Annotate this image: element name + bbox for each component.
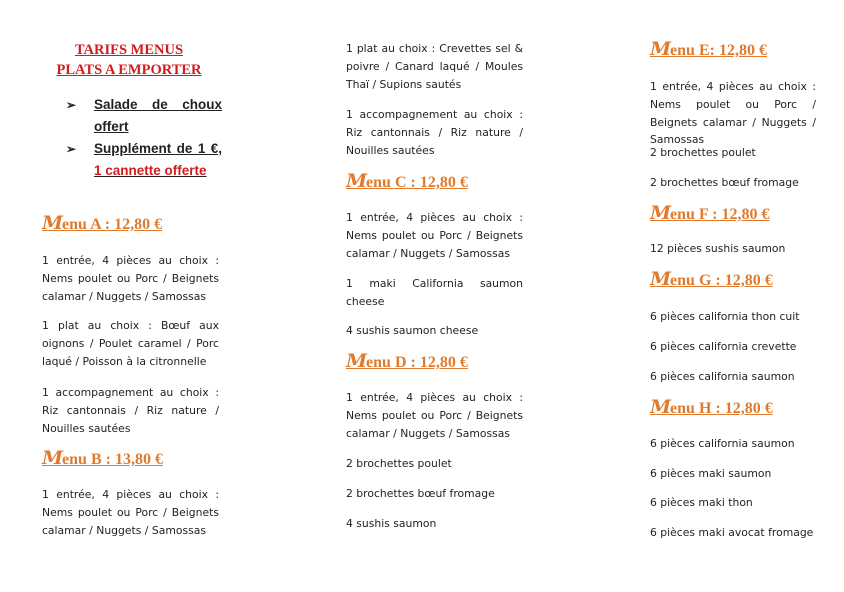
menu-h-item: 6 pièces maki avocat fromage bbox=[650, 526, 814, 539]
menu-h-item: 6 pièces maki thon bbox=[650, 496, 753, 509]
offer-item bbox=[42, 138, 222, 182]
menu-f-item: 12 pièces sushis saumon bbox=[650, 242, 786, 255]
offer-text: Salade de choux offert bbox=[94, 97, 222, 134]
menu-d-item: 4 sushis saumon bbox=[346, 517, 437, 530]
menu-h-heading: Menu H : 12,80 € bbox=[650, 396, 773, 418]
menu-a-heading: Menu A : 12,80 € bbox=[42, 212, 163, 234]
menu-g-item: 6 pièces california thon cuit bbox=[650, 310, 800, 323]
menu-d-heading: Menu D : 12,80 € bbox=[346, 350, 468, 372]
menu-d-item: 1 entrée, 4 pièces au choix : Nems poulet ou Porc / Beignets calamar / Nuggets / Samossas bbox=[346, 391, 523, 440]
menu-c-item: 1 entrée, 4 pièces au choix : Nems poulet ou Porc / Beignets calamar / Nuggets / Samossas bbox=[346, 211, 523, 260]
menu-b-item: 1 plat au choix : Crevettes sel & poivre / Canard laqué / Moules Thaï / Supions sautés bbox=[346, 42, 523, 91]
page-title bbox=[42, 40, 216, 80]
title-line-2: PLATS A EMPORTER bbox=[56, 62, 202, 78]
menu-b-item: 1 accompagnement au choix : Riz cantonnais / Riz nature / Nouilles sautées bbox=[346, 108, 523, 157]
menu-d-item: 2 brochettes bœuf fromage bbox=[346, 487, 495, 500]
menu-e-item: 2 brochettes bœuf fromage bbox=[650, 176, 799, 189]
menu-b-item: 1 entrée, 4 pièces au choix : Nems poulet ou Porc / Beignets calamar / Nuggets / Samossas bbox=[42, 488, 219, 537]
menu-e-heading: Menu E: 12,80 € bbox=[650, 38, 767, 60]
menu-b-heading: Menu B : 13,80 € bbox=[42, 447, 163, 469]
arrow-bullet-icon: ➢ bbox=[66, 98, 77, 112]
arrow-bullet-icon: ➢ bbox=[66, 142, 77, 156]
menu-a-item: 1 entrée, 4 pièces au choix : Nems poulet ou Porc / Beignets calamar / Nuggets / Samossas bbox=[42, 254, 219, 303]
menu-a-item: 1 accompagnement au choix : Riz cantonnais / Riz nature / Nouilles sautées bbox=[42, 386, 219, 435]
menu-e-item: 2 brochettes poulet bbox=[650, 146, 756, 159]
menu-h-item: 6 pièces maki saumon bbox=[650, 467, 772, 480]
menu-d-item: 2 brochettes poulet bbox=[346, 457, 452, 470]
menu-h-item: 6 pièces california saumon bbox=[650, 437, 795, 450]
offer-text: Supplément de 1 €, 1 cannette offerte bbox=[94, 141, 222, 178]
menu-e-item: 1 entrée, 4 pièces au choix : Nems poulet ou Porc / Beignets calamar / Nuggets / Samossas bbox=[650, 80, 816, 147]
menu-c-heading: Menu C : 12,80 € bbox=[346, 170, 468, 192]
menu-g-item: 6 pièces california saumon bbox=[650, 370, 795, 383]
offer-highlight: 1 cannette offerte bbox=[94, 163, 207, 178]
offers-list bbox=[42, 94, 222, 182]
offer-item bbox=[42, 94, 222, 138]
menu-a-item: 1 plat au choix : Bœuf aux oignons / Poulet caramel / Porc laqué / Poisson à la citronnelle bbox=[42, 319, 219, 368]
menu-c-item: 4 sushis saumon cheese bbox=[346, 324, 479, 337]
menu-f-heading: Menu F : 12,80 € bbox=[650, 202, 770, 224]
menu-c-item: 1 maki California saumon cheese bbox=[346, 277, 523, 308]
menu-g-item: 6 pièces california crevette bbox=[650, 340, 797, 353]
title-line-1: TARIFS MENUS bbox=[74, 42, 184, 58]
menu-g-heading: Menu G : 12,80 € bbox=[650, 268, 773, 290]
